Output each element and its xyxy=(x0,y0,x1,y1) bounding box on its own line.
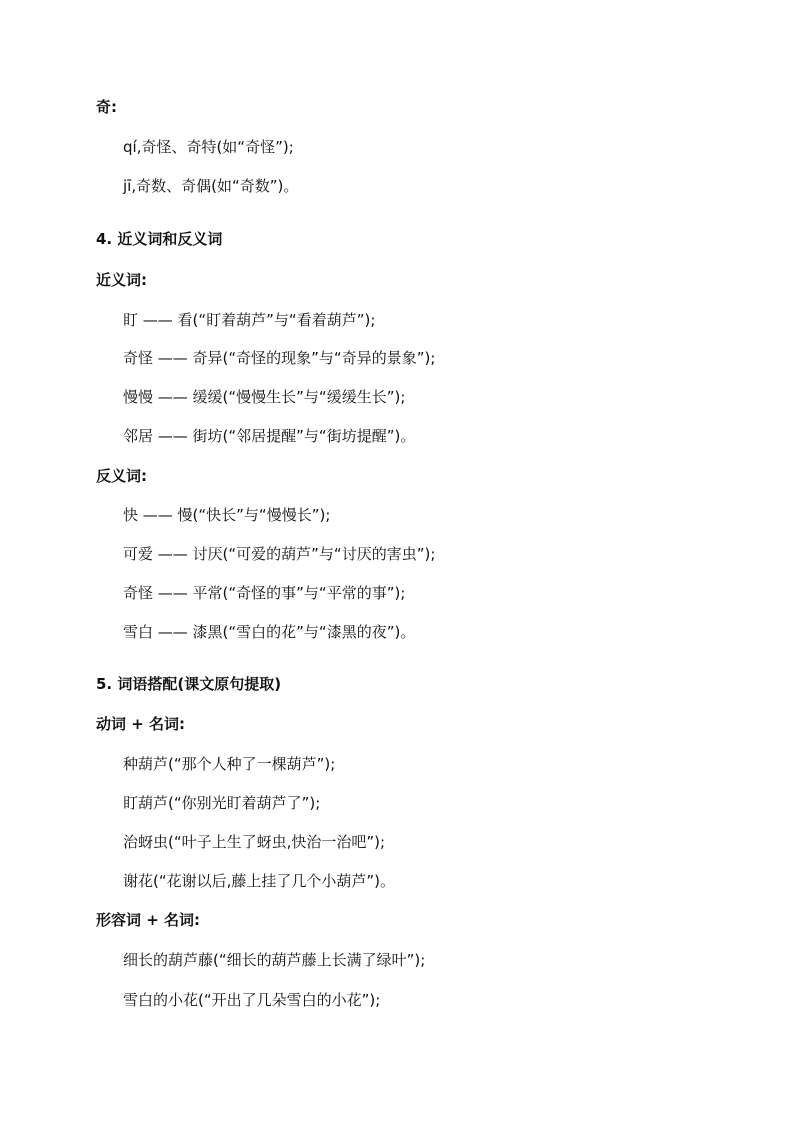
synonyms-heading: 近义词: xyxy=(96,271,147,289)
section-5-heading: 5. 词语搭配(课文原句提取) xyxy=(96,675,282,693)
verb-noun-item: 谢花(“花谢以后,藤上挂了几个小葫芦”)。 xyxy=(123,872,396,890)
antonym-item: 奇怪 —— 平常(“奇怪的事”与“平常的事”); xyxy=(123,584,406,602)
synonym-item: 邻居 —— 街坊(“邻居提醒”与“街坊提醒”)。 xyxy=(123,427,416,445)
adj-noun-item: 雪白的小花(“开出了几朵雪白的小花”); xyxy=(123,991,381,1009)
section-4-heading: 4. 近义词和反义词 xyxy=(96,230,223,248)
verb-noun-item: 盯葫芦(“你别光盯着葫芦了”); xyxy=(123,794,321,812)
verb-noun-item: 种葫芦(“那个人种了一棵葫芦”); xyxy=(123,755,336,773)
verb-noun-item: 治蚜虫(“叶子上生了蚜虫,快治一治吧”); xyxy=(123,833,386,851)
synonym-item: 奇怪 —— 奇异(“奇怪的现象”与“奇异的景象”); xyxy=(123,349,436,367)
antonym-item: 雪白 —— 漆黑(“雪白的花”与“漆黑的夜”)。 xyxy=(123,623,416,641)
antonym-item: 可爱 —— 讨厌(“可爱的葫芦”与“讨厌的害虫”); xyxy=(123,545,436,563)
adj-noun-item: 细长的葫芦藤(“细长的葫芦藤上长满了绿叶”); xyxy=(123,951,426,969)
synonym-item: 慢慢 —— 缓缓(“慢慢生长”与“缓缓生长”); xyxy=(123,388,406,406)
verb-noun-heading: 动词 + 名词: xyxy=(96,715,186,733)
synonym-item: 盯 —— 看(“盯着葫芦”与“看着葫芦”); xyxy=(123,311,376,329)
antonym-item: 快 —— 慢(“快长”与“慢慢长”); xyxy=(123,506,331,524)
qi-reading-1: qí,奇怪、奇特(如“奇怪”); xyxy=(123,138,294,156)
antonyms-heading: 反义词: xyxy=(96,467,147,485)
adj-noun-heading: 形容词 + 名词: xyxy=(96,911,201,929)
qi-heading: 奇: xyxy=(96,98,117,116)
qi-reading-2: jī,奇数、奇偶(如“奇数”)。 xyxy=(123,177,299,195)
